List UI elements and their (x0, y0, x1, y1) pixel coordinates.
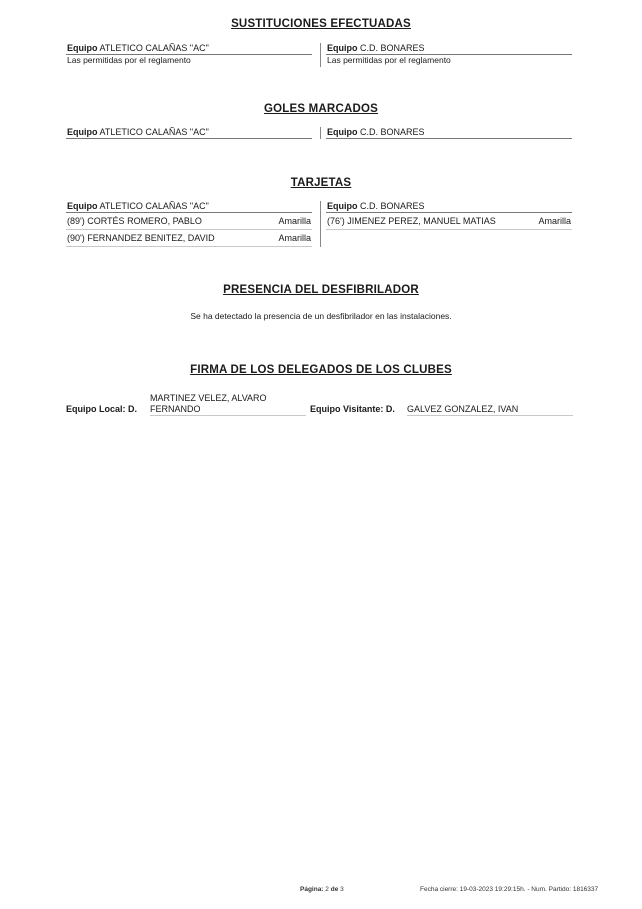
signatures-title: FIRMA DE LOS DELEGADOS DE LOS CLUBES (190, 364, 452, 376)
defibrillator-text: Se ha detectado la presencia de un desfibrilador en las instalaciones. (190, 311, 452, 321)
goals-away (326, 126, 572, 139)
goals-title: GOLES MARCADOS (264, 103, 378, 115)
card-type: Amarilla (278, 216, 311, 226)
cards-title: TARJETAS (290, 177, 352, 189)
card-player: (90') FERNANDEZ BENITEZ, DAVID (67, 233, 215, 243)
card-row (66, 213, 312, 230)
close-date-info: Fecha cierre: 19-03-2023 19:29:15h. - Num. Partido: 1816337 (420, 886, 599, 893)
visitor-delegate-label: Equipo Visitante: D. (310, 404, 395, 414)
page-indicator: Página: 2 de 3 (300, 886, 344, 893)
visitor-delegate-name: GALVEZ GONZALEZ, IVAN (407, 404, 573, 416)
substitutions-home-note: Las permitidas por el reglamento (67, 55, 191, 65)
cards-away-team: Equipo C.D. BONARES (326, 200, 572, 213)
local-delegate-label: Equipo Local: D. (66, 404, 137, 414)
card-type: Amarilla (538, 216, 571, 226)
defibrillator-title: PRESENCIA DEL DESFIBRILADOR (223, 284, 419, 296)
goals-home-team: Equipo ATLETICO CALAÑAS "AC" (66, 126, 312, 139)
cards-home (66, 200, 312, 247)
cards-divider (320, 201, 321, 247)
cards-home-team: Equipo ATLETICO CALAÑAS "AC" (66, 200, 312, 213)
substitutions-home (66, 42, 312, 66)
substitutions-away-team: Equipo C.D. BONARES (326, 42, 572, 55)
cards-away (326, 200, 572, 230)
local-delegate-name: MARTINEZ VELEZ, ALVARO FERNANDO (150, 393, 306, 416)
substitutions-divider (320, 43, 321, 67)
substitutions-away-note: Las permitidas por el reglamento (327, 55, 451, 65)
card-row (66, 230, 312, 247)
substitutions-away (326, 42, 572, 66)
card-row (326, 213, 572, 230)
card-player: (76') JIMENEZ PEREZ, MANUEL MATIAS (327, 216, 496, 226)
card-type: Amarilla (278, 233, 311, 243)
substitutions-home-team: Equipo ATLETICO CALAÑAS "AC" (66, 42, 312, 55)
goals-divider (320, 127, 321, 139)
card-player: (89') CORTÉS ROMERO, PABLO (67, 216, 202, 226)
goals-away-team: Equipo C.D. BONARES (326, 126, 572, 139)
goals-home (66, 126, 312, 139)
substitutions-title: SUSTITUCIONES EFECTUADAS (231, 18, 411, 30)
